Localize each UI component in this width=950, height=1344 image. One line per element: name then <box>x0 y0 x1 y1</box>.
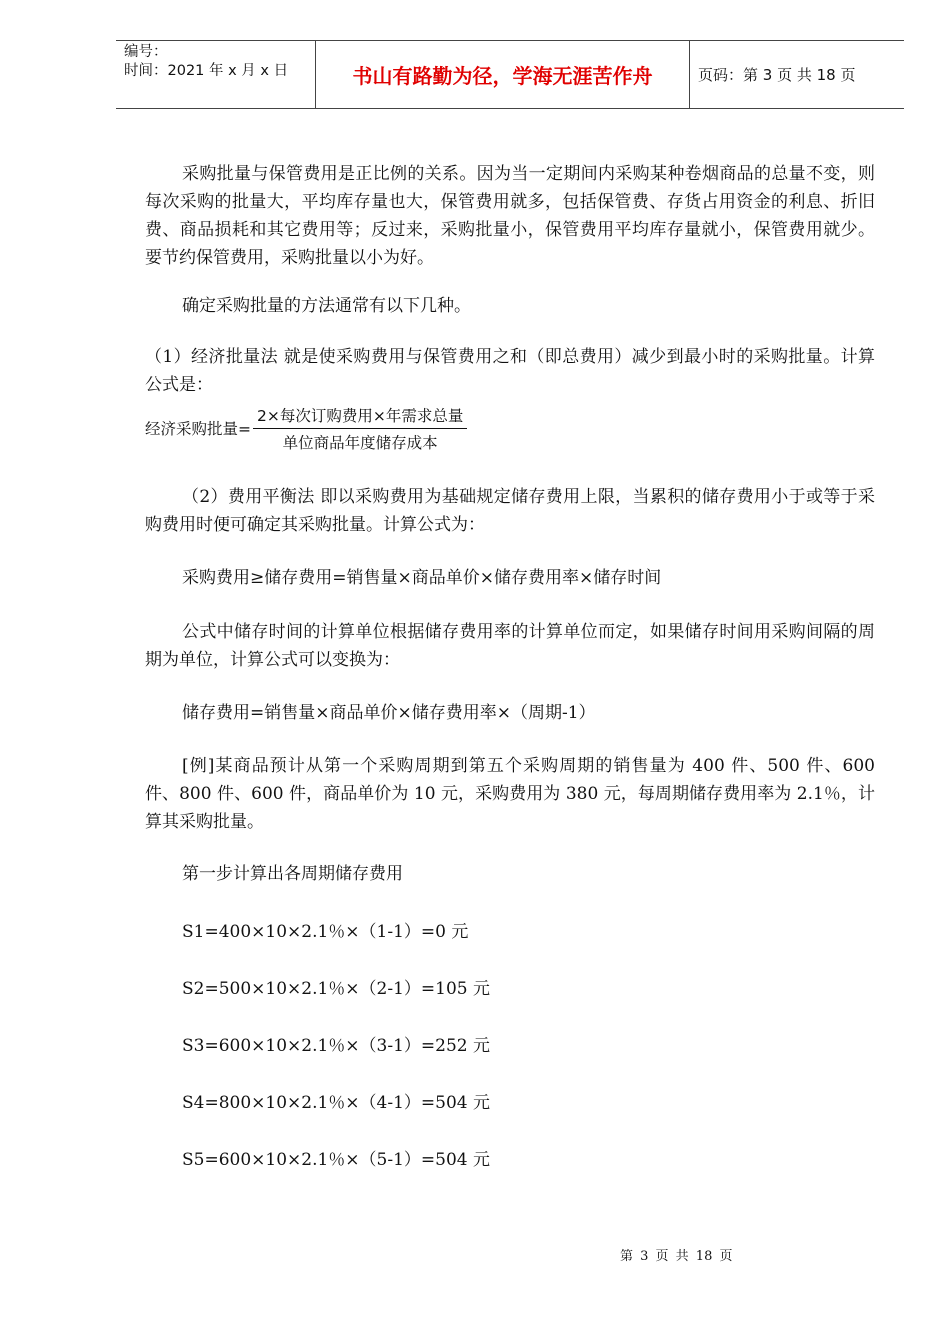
storage-cost-line-5: S5=600×10×2.1％×（5-1）=504 元 <box>182 1150 491 1170</box>
paragraph-6: 公式中储存时间的计算单位根据储存费用率的计算单位而定，如果储存时间用采购间隔的周期为单位，计算公式可以变换为： <box>145 622 875 670</box>
storage-cost-line-1: S1=400×10×2.1％×（1-1）=0 元 <box>182 922 469 942</box>
paragraph-1: 采购批量与保管费用是正比例的关系。因为当一定期间内采购某种卷烟商品的总量不变，则每次采购的批量大，平均库存量也大，保管费用就多，包括保管费、存货占用资金的利息、折旧费、商品损耗和其它费用等；反过来，采购批量小，保管费用平均库存量就小，保管费用就少。要节约保管费用，采购批量以小为好。 <box>145 164 875 268</box>
paragraph-3: （1）经济批量法 就是使采购费用与保管费用之和（即总费用）减少到最小时的采购批量。计算公式是： <box>145 347 875 395</box>
formula-denominator: 单位商品年度储存成本 <box>282 433 438 452</box>
paragraph-5: 采购费用≥储存费用=销售量×商品单价×储存费用率×储存时间 <box>182 568 662 588</box>
storage-cost-line-2: S2=500×10×2.1％×（2-1）=105 元 <box>182 979 491 999</box>
number-label: 编号： <box>124 44 168 60</box>
storage-cost-line-3: S3=600×10×2.1％×（3-1）=252 元 <box>182 1036 491 1056</box>
document-body <box>145 160 875 1174</box>
paragraph-2: 确定采购批量的方法通常有以下几种。 <box>182 296 471 316</box>
header-page-label: 页码：第 3 页 共 18 页 <box>698 66 856 84</box>
formula-lhs: 经济采购批量= <box>145 420 251 438</box>
paragraph-7: 储存费用=销售量×商品单价×储存费用率×（周期-1） <box>182 703 596 723</box>
page-footer: 第 3 页 共 18 页 <box>620 1249 733 1264</box>
page-header <box>116 40 904 109</box>
economic-batch-formula <box>145 403 875 453</box>
header-meta <box>116 41 316 108</box>
formula-numerator: 2×每次订购费用×年需求总量 <box>253 404 467 429</box>
time-label: 时间：2021 年 x 月 x 日 <box>124 63 289 79</box>
paragraph-9: 第一步计算出各周期储存费用 <box>182 864 403 884</box>
paragraph-4: （2）费用平衡法 即以采购费用为基础规定储存费用上限，当累积的储存费用小于或等于采购费用时便可确定其采购批量。计算公式为： <box>145 487 875 535</box>
paragraph-8: [例]某商品预计从第一个采购周期到第五个采购周期的销售量为 400 件、500 件、600 件、800 件、600 件，商品单价为 10 元，采购费用为 380 元，每周期储存费用率为 2.1％，计算其采购批量。 <box>145 756 875 832</box>
header-motto: 书山有路勤为径，学海无涯苦作舟 <box>316 41 690 108</box>
formula-fraction <box>253 404 467 453</box>
storage-cost-line-4: S4=800×10×2.1％×（4-1）=504 元 <box>182 1093 491 1113</box>
